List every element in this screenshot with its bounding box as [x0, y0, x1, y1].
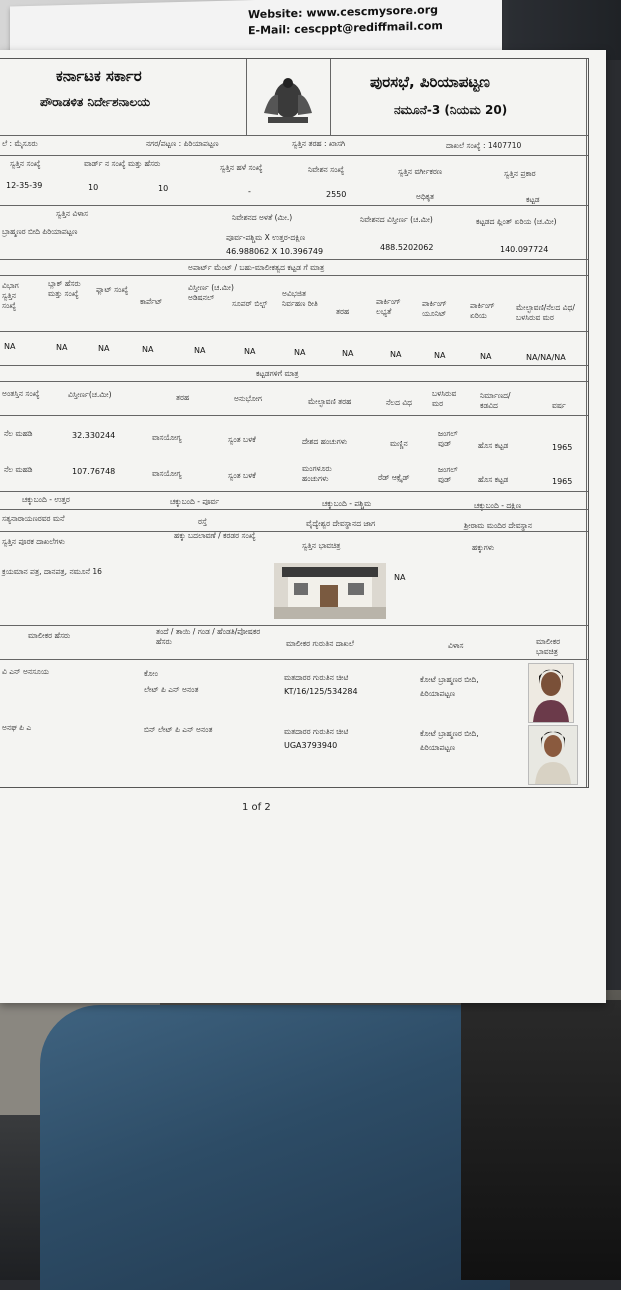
- mutation-header: ಹಕ್ಕು ಬದಲಾವಣೆ / ಕರಡರ ಸಂಖ್ಯೆ: [174, 531, 256, 540]
- email-text: E-Mail: cescppt@rediffmail.com: [248, 19, 443, 38]
- property-kind-value: ಕಟ್ಟಡ: [526, 195, 540, 204]
- row2-label-5: ಸ್ವತ್ತಿನ ವರ್ಗೀಕರಣ: [398, 167, 443, 176]
- district-field: ಲೆ : ಮೈಸೂರು: [2, 139, 38, 148]
- owner2-id-label: ಮತದಾರರ ಗುರುತಿನ ಚೀಟಿ: [284, 727, 349, 736]
- classification-value: ಅಧಿಕೃತ: [416, 192, 435, 201]
- apt-header-2: ಬ್ಲಾಕ್ ಹೆಸರು ಮತ್ತು ಸಂಖ್ಯೆ: [48, 279, 81, 298]
- owner1-address-1: ಕೋಟೆ ಬ್ರಾಹ್ಮಣರ ಬೀದಿ,: [420, 675, 479, 684]
- website-text: Website: www.cescmysore.org: [248, 3, 439, 22]
- bld-r1-area: 32.330244: [72, 431, 116, 440]
- bld-r2-wood: ಜಂಗಲ್ ವುಡ್: [438, 465, 458, 484]
- bld-r2-status: ಹೊಸ ಕಟ್ಟಡ: [478, 475, 509, 484]
- owner-photo-header: ಮಾಲೀಕರ ಭಾವಚಿತ್ರ: [536, 637, 561, 656]
- bld-header-8: ನಿರ್ಮಾಣದ/ ಕಡವಿದ: [480, 391, 511, 410]
- apt-value-2: NA: [56, 343, 68, 352]
- bld-header-3: ತರಹ: [176, 393, 190, 402]
- bld-r2-roof: ಮಂಗಳೂರು ಹಂಚುಗಳು: [302, 464, 332, 483]
- bld-r2-type: ವಾಸಯೋಗ್ಯ: [152, 469, 182, 478]
- bld-r1-type: ವಾಸಯೋಗ್ಯ: [152, 433, 182, 442]
- owner2-address-2: ಪಿರಿಯಾಪಟ್ಟಣ: [420, 743, 456, 752]
- apt-value-9: NA: [390, 350, 402, 359]
- site-area-label: ನಿವೇಶನದ ವಿಸ್ತೀರ್ಣ (ಚ.ಮೀ): [360, 215, 433, 224]
- property-photo-header: ಸ್ವತ್ತಿನ ಭಾವಚಿತ್ರ: [302, 541, 341, 550]
- apt-value-10: NA: [434, 351, 446, 360]
- bld-header-7: ಬಳಸಿರುವ ಮರ: [432, 389, 457, 408]
- municipality-title: ಪುರಸಭೆ, ಪಿರಿಯಾಪಟ್ಟಣ: [370, 73, 490, 91]
- property-photo: [274, 563, 386, 619]
- bld-r2-floor-type: ರೆಡ್ ಆಕ್ಸೈಡ್: [378, 473, 410, 482]
- west-value: ವೈದ್ಯೇಶ್ವರ ದೇವಸ್ಥಾನದ ಜಾಗ: [306, 519, 376, 528]
- bld-r1-floor-type: ಮಣ್ಣಿನ: [390, 439, 408, 448]
- apt-value-12: NA/NA/NA: [526, 353, 566, 362]
- owner1-relation: ಕೋಂ: [144, 669, 158, 678]
- row2-label-3: ಸ್ವತ್ತಿನ ಹಳೆ ಸಂಖ್ಯೆ: [220, 163, 263, 172]
- building-section-title: ಕಟ್ಟಡಗಳಿಗೆ ಮಾತ್ರ: [256, 369, 299, 378]
- row2-label-4: ನಿವೇಶನ ಸಂಖ್ಯೆ: [308, 165, 345, 174]
- old-property-number: -: [248, 187, 251, 196]
- apt-header-12: ಮೇಲ್ಛಾವಣಿ/ನೆಲದ ವಿಧ/ಬಳಸಿರುವ ಮರ: [516, 303, 575, 322]
- property-number: 12-35-39: [6, 181, 43, 190]
- owner1-photo: [528, 663, 574, 723]
- apt-value-5: NA: [194, 346, 206, 355]
- apartment-section-title: ಅಪಾರ್ಟ್ ಮೆಂಟ್ / ಬಹು-ಮಾಲೀಕತ್ವದ ಕಟ್ಟಡ ಗೆ ಮಾತ್ರ: [188, 263, 325, 272]
- bld-r1-year: 1965: [552, 443, 573, 452]
- row2-label-1: ಸ್ವತ್ತಿನ ಸಂಖ್ಯೆ: [10, 159, 41, 168]
- rights-header: ಹಕ್ಕುಗಳು: [472, 543, 495, 552]
- govt-title: ಕರ್ನಾಟಕ ಸರ್ಕಾರ: [56, 67, 142, 85]
- property-type-field: ಸ್ವತ್ತಿನ ತರಹ : ಖಾಸಗಿ: [292, 139, 346, 148]
- site-number: 2550: [326, 190, 347, 199]
- bld-header-2: ವಿಸ್ತೀರ್ಣ(ಚ.ಮೀ): [68, 390, 112, 399]
- owner2-address-1: ಕೋಟೆ ಬ್ರಾಹ್ಮಣರ ಬೀದಿ,: [420, 729, 479, 738]
- east-value: ರಸ್ತೆ: [198, 517, 207, 526]
- apt-header-10: ಪಾರ್ಕಿಂಗ್ ಯೂನಿಟ್: [422, 299, 447, 318]
- south-label: ಚಕ್ಕುಬಂದಿ - ದಕ್ಷಿಣ: [474, 501, 522, 510]
- apt-header-5: ವಿಸ್ತೀರ್ಣ (ಚ.ಮೀ) ಅಡಿಷನಲ್: [188, 283, 234, 302]
- property-form-sheet: [0, 50, 606, 1003]
- dimension-value: 46.988062 X 10.396749: [226, 247, 324, 256]
- owner1-id-label: ಮತದಾರರ ಗುರುತಿನ ಚೀಟಿ: [284, 673, 349, 682]
- address-label: ಸ್ವತ್ತಿನ ವಿಳಾಸ: [56, 209, 89, 218]
- apt-value-1: NA: [4, 342, 16, 351]
- bld-header-9: ವರ್ಷ: [552, 401, 566, 410]
- row2-label-6: ಸ್ವತ್ತಿನ ಪ್ರಕಾರ: [504, 169, 536, 178]
- record-number-field: ದಾಖಲೆ ಸಂಖ್ಯೆ : 1407710: [446, 141, 522, 150]
- bld-r2-floor: ನೆಲ ಮಹಡಿ: [4, 465, 33, 474]
- owner2-id: UGA3793940: [284, 741, 338, 750]
- owner1-address-2: ಪಿರಿಯಾಪಟ್ಟಣ: [420, 689, 456, 698]
- karnataka-emblem-icon: [258, 73, 318, 127]
- owner2-relative: ಬಿನ್ ಲೇಟ್ ಪಿ ಎನ್ ಅನಂತ: [144, 725, 213, 734]
- bld-r2-usage: ಸ್ವಂತ ಬಳಕೆ: [228, 471, 256, 480]
- address-value: ಬ್ರಾಹ್ಮಣರ ಬೀದಿ ಪಿರಿಯಾಪಟ್ಟಣ: [2, 227, 78, 236]
- bld-r1-floor: ನೆಲ ಮಹಡಿ: [4, 429, 33, 438]
- dimension-direction: ಪೂರ್ವ-ಪಶ್ಚಿಮ X ಉತ್ತರ-ದಕ್ಷಿಣ: [226, 233, 306, 242]
- town-field: ನಗರ/ಪಟ್ಟಣ : ಪಿರಿಯಾಪಟ್ಟಣ: [146, 139, 219, 148]
- form-frame: [0, 58, 589, 788]
- dark-corner: [461, 1000, 621, 1280]
- bld-r1-roof: ದೇಶದ ಹಂಚುಗಳು: [302, 437, 348, 446]
- west-label: ಚಕ್ಕುಬಂದಿ - ಪಶ್ಚಿಮ: [322, 499, 372, 508]
- directorate-title: ಪೌರಾಡಳಿತ ನಿರ್ದೇಶನಾಲಯ: [40, 95, 151, 109]
- plinth-area-value: 140.097724: [500, 245, 549, 254]
- apt-header-3: ಫ್ಲಾಟ್ ಸಂಖ್ಯೆ: [96, 285, 129, 294]
- owner1-name: ವಿ ಎನ್ ಅನಸೂಯ: [2, 667, 49, 676]
- site-dimension-label: ನಿವೇಶನದ ಅಳತೆ (ಮೀ.): [232, 213, 293, 222]
- owner2-name: ಅನಘ ಪಿ ಎ: [2, 723, 32, 732]
- owner2-photo: [528, 725, 578, 785]
- bld-r2-area: 107.76748: [72, 467, 116, 476]
- apt-value-11: NA: [480, 352, 492, 361]
- apt-value-3: NA: [98, 344, 110, 353]
- owner-address-header: ವಿಳಾಸ: [448, 641, 464, 650]
- apt-value-4: NA: [142, 345, 154, 354]
- owner1-relative: ಲೇಟ್ ಪಿ ಎನ್ ಅನಂತ: [144, 685, 199, 694]
- bld-r1-usage: ಸ್ವಂತ ಬಳಕೆ: [228, 435, 256, 444]
- site-area-value: 488.5202062: [380, 243, 434, 252]
- east-label: ಚಕ್ಕುಬಂದಿ - ಪೂರ್ವ: [170, 497, 220, 506]
- bld-r2-year: 1965: [552, 477, 573, 486]
- bld-header-4: ಅನುಭೋಗ: [234, 394, 262, 403]
- apt-value-7: NA: [294, 348, 306, 357]
- owner-id-header: ಮಾಲೀಕರ ಗುರುತಿನ ದಾಖಲೆ: [286, 639, 354, 648]
- row2-label-2: ವಾರ್ಡ್ ನ ಸಂಖ್ಯೆ ಮತ್ತು ಹೆಸರು: [84, 159, 161, 168]
- north-value: ಸತ್ಯನಾರಾಯಣರವರ ಮನೆ: [2, 514, 65, 523]
- south-value: ಶ್ರೀರಾಮ ಮಂದಿರ ದೇವಸ್ಥಾನ: [464, 521, 533, 530]
- apt-header-9: ಪಾರ್ಕಿಂಗ್ ಲಭ್ಯತೆ: [376, 297, 401, 316]
- ward-name: 10: [158, 184, 169, 193]
- documents-value: ಕ್ರಯಮಾನ ಪತ್ರ, ದಾನಪತ್ರ, ನಮೂನೆ 16: [2, 567, 102, 576]
- bld-r1-status: ಹೊಸ ಕಟ್ಟಡ: [478, 441, 509, 450]
- form-number: ನಮೂನೆ-3 (ನಿಯಮ 20): [394, 103, 508, 117]
- apt-header-7: ಅವಿಭಜಿತ ನಿರ್ವಹಣ ರೀತಿ: [282, 289, 318, 308]
- plinth-area-label: ಕಟ್ಟಡದ ಪ್ಲಿಂತ್ ಏರಿಯ (ಚ.ಮೀ): [476, 217, 557, 226]
- north-label: ಚಕ್ಕುಬಂದಿ - ಉತ್ತರ: [22, 495, 70, 504]
- owner-name-header: ಮಾಲೀಕರ ಹೆಸರು: [28, 631, 71, 640]
- page-number: 1 of 2: [242, 802, 271, 813]
- bld-header-5: ಮೇಲ್ಛಾವಣಿ ತರಹ: [308, 397, 352, 406]
- rights-value: NA: [394, 573, 406, 582]
- apt-header-6: ಸೂಪರ್ ಬಿಲ್ಟ್: [232, 299, 268, 308]
- documents-header: ಸ್ವತ್ತಿನ ಪೂರಕ ದಾಖಲೆಗಳು: [2, 537, 65, 546]
- owner1-id: KT/16/125/534284: [284, 687, 358, 696]
- apt-header-4: ಕಾರ್ಪೆಟ್: [140, 297, 163, 306]
- apt-value-6: NA: [244, 347, 256, 356]
- ward-number: 10: [88, 183, 99, 192]
- jeans-leg: [40, 1005, 510, 1290]
- bld-r1-wood: ಜಂಗಲ್ ವುಡ್: [438, 429, 458, 448]
- apt-header-1: ವಿಭಾಗ ಸ್ವತ್ತಿನ ಸಂಖ್ಯೆ: [2, 281, 19, 310]
- relative-header: ತಂದೆ / ತಾಯಿ / ಗಂಡ / ಹೆಂಡತಿ/ಪೋಷಕರ ಹೆಸರು: [156, 627, 261, 646]
- apt-header-8: ತರಹ: [336, 307, 350, 316]
- apt-value-8: NA: [342, 349, 354, 358]
- bld-header-1: ಅಂತಸ್ತಿನ ಸಂಖ್ಯೆ: [2, 389, 40, 398]
- apt-header-11: ಪಾರ್ಕಿಂಗ್ ಏರಿಯ: [470, 301, 495, 320]
- bld-header-6: ನೆಲದ ವಿಧ: [386, 398, 413, 407]
